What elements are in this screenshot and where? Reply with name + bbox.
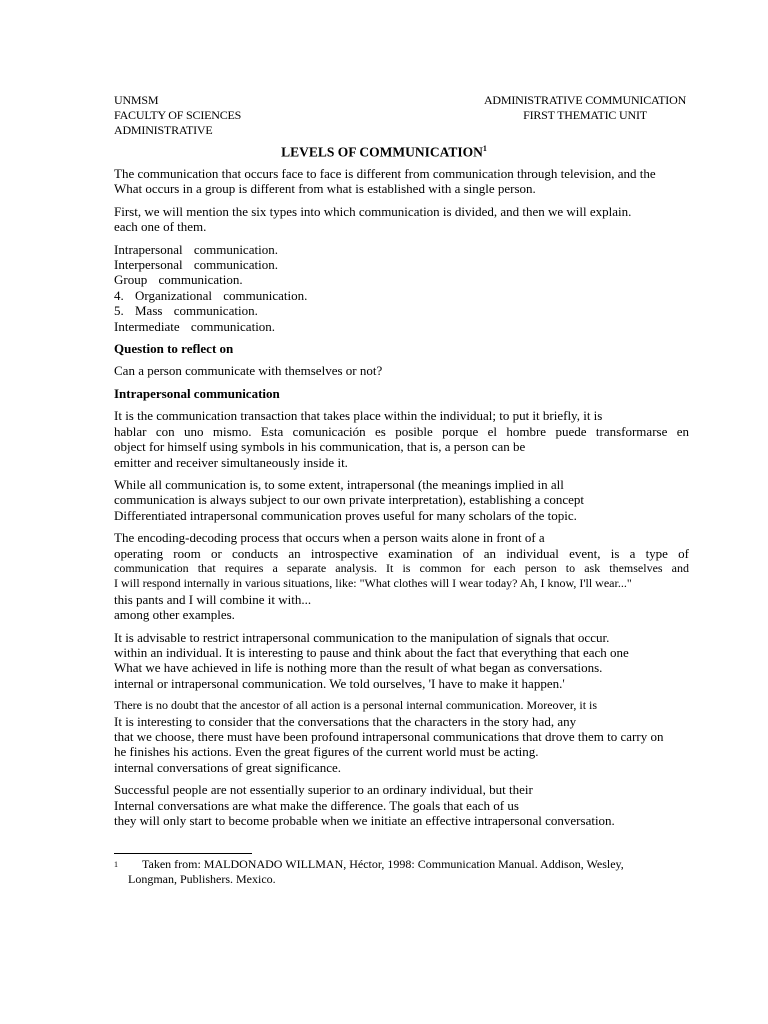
paragraph: [114, 477, 689, 523]
text-line: object for himself using symbols in his communication, that is, a person can be: [114, 439, 526, 455]
header-right: [470, 93, 700, 123]
text-line: they will only start to become probable when we initiate an effective intrapersonal conversation.: [114, 813, 615, 829]
text-line: hablar con uno mismo. Esta comunicación es posible porque el hombre puede transformarse en: [114, 423, 689, 439]
text-line: The encoding-decoding process that occurs when a person waits alone in front of a: [114, 530, 545, 546]
text-line: The communication that occurs face to face is different from communication through television, and the: [114, 166, 656, 181]
footnote-reference: 1: [482, 144, 487, 153]
text-line: communication that requires a separate analysis. It is common for each person to ask themselves and: [114, 560, 689, 575]
text-line: Differentiated intrapersonal communication proves useful for many scholars of the topic.: [114, 507, 577, 523]
text-line: What occurs in a group is different from what is established with a single person.: [114, 181, 536, 197]
text-line: It is advisable to restrict intrapersonal communication to the manipulation of signals that occur.: [114, 629, 610, 645]
list-item: Intermediate communication.: [114, 318, 276, 334]
title-text: LEVELS OF COMMUNICATION: [281, 144, 483, 160]
text-line: Successful people are not essentially superior to an ordinary individual, but their: [114, 782, 533, 798]
section-heading: Intrapersonal communication: [114, 385, 280, 401]
paragraph: [114, 630, 689, 692]
text-line: internal conversations of great significance.: [114, 759, 342, 775]
footnote-mark: 1: [114, 860, 118, 869]
text-line: internal or intrapersonal communication. We told ourselves, 'I have to make it happen.': [114, 675, 565, 691]
paragraph: [114, 530, 689, 622]
list-item: Group communication.: [114, 272, 243, 288]
header-department: ADMINISTRATIVE: [114, 123, 213, 137]
footnote: [114, 857, 674, 887]
page-title: [0, 144, 768, 161]
header-left: [114, 93, 241, 138]
list-item: 5. Mass communication.: [114, 303, 258, 319]
text-line: among other examples.: [114, 607, 235, 623]
text-line: within an individual. It is interesting to pause and think about the fact that everything that each one: [114, 644, 629, 660]
footnote-divider: [114, 853, 252, 854]
paragraph: [114, 698, 689, 775]
text-line: I will respond internally in various situations, like: "What clothes will I wear today? Ah, I know, I'll wear...": [114, 576, 632, 591]
text-line: First, we will mention the six types into which communication is divided, and then we will explain.: [114, 203, 632, 219]
paragraph: [114, 408, 689, 470]
footnote-text-continued: Longman, Publishers. Mexico.: [128, 872, 276, 886]
text-line: There is no doubt that the ancestor of all action is a personal internal communication. Moreover, it is: [114, 698, 598, 713]
header-unit: FIRST THEMATIC UNIT: [523, 108, 647, 122]
types-intro-paragraph: [114, 204, 689, 235]
list-item: Intrapersonal communication.: [114, 241, 278, 257]
text-line: that we choose, there must have been profound intrapersonal communications that drove them to carry on: [114, 729, 664, 744]
text-line: What we have achieved in life is nothing more than the result of what began as conversations.: [114, 660, 603, 676]
footnote-text: Taken from: MALDONADO WILLMAN, Héctor, 1998: Communication Manual. Addison, Wesley,: [142, 857, 624, 871]
list-item: 4. Organizational communication.: [114, 287, 308, 303]
text-line: communication is always subject to our own private interpretation), establishing a concept: [114, 492, 585, 508]
paragraph: [114, 782, 689, 828]
text-line: emitter and receiver simultaneously inside it.: [114, 454, 348, 470]
text-line: operating room or conducts an introspective examination of an individual event, is a type of: [114, 545, 689, 561]
text-line: this pants and I will combine it with...: [114, 591, 312, 607]
header-faculty: FACULTY OF SCIENCES: [114, 108, 242, 122]
document-body: [114, 166, 689, 835]
list-item: Interpersonal communication.: [114, 257, 278, 273]
question-text: Can a person communicate with themselves or not?: [114, 363, 383, 379]
text-line: It is interesting to consider that the conversations that the characters in the story had, any: [114, 713, 577, 729]
text-line: each one of them.: [114, 219, 207, 235]
text-line: he finishes his actions. Even the great figures of the current world must be acting.: [114, 744, 539, 760]
communication-types-list: [114, 242, 689, 334]
header-course: ADMINISTRATIVE COMMUNICATION: [483, 93, 687, 107]
intro-paragraph: [114, 166, 689, 197]
text-line: Internal conversations are what make the difference. The goals that each of us: [114, 797, 519, 813]
text-line: It is the communication transaction that takes place within the individual; to put it briefly, it is: [114, 408, 603, 424]
text-line: While all communication is, to some extent, intrapersonal (the meanings implied in all: [114, 476, 564, 492]
header-university: UNMSM: [114, 93, 159, 107]
question-heading: Question to reflect on: [114, 341, 234, 357]
